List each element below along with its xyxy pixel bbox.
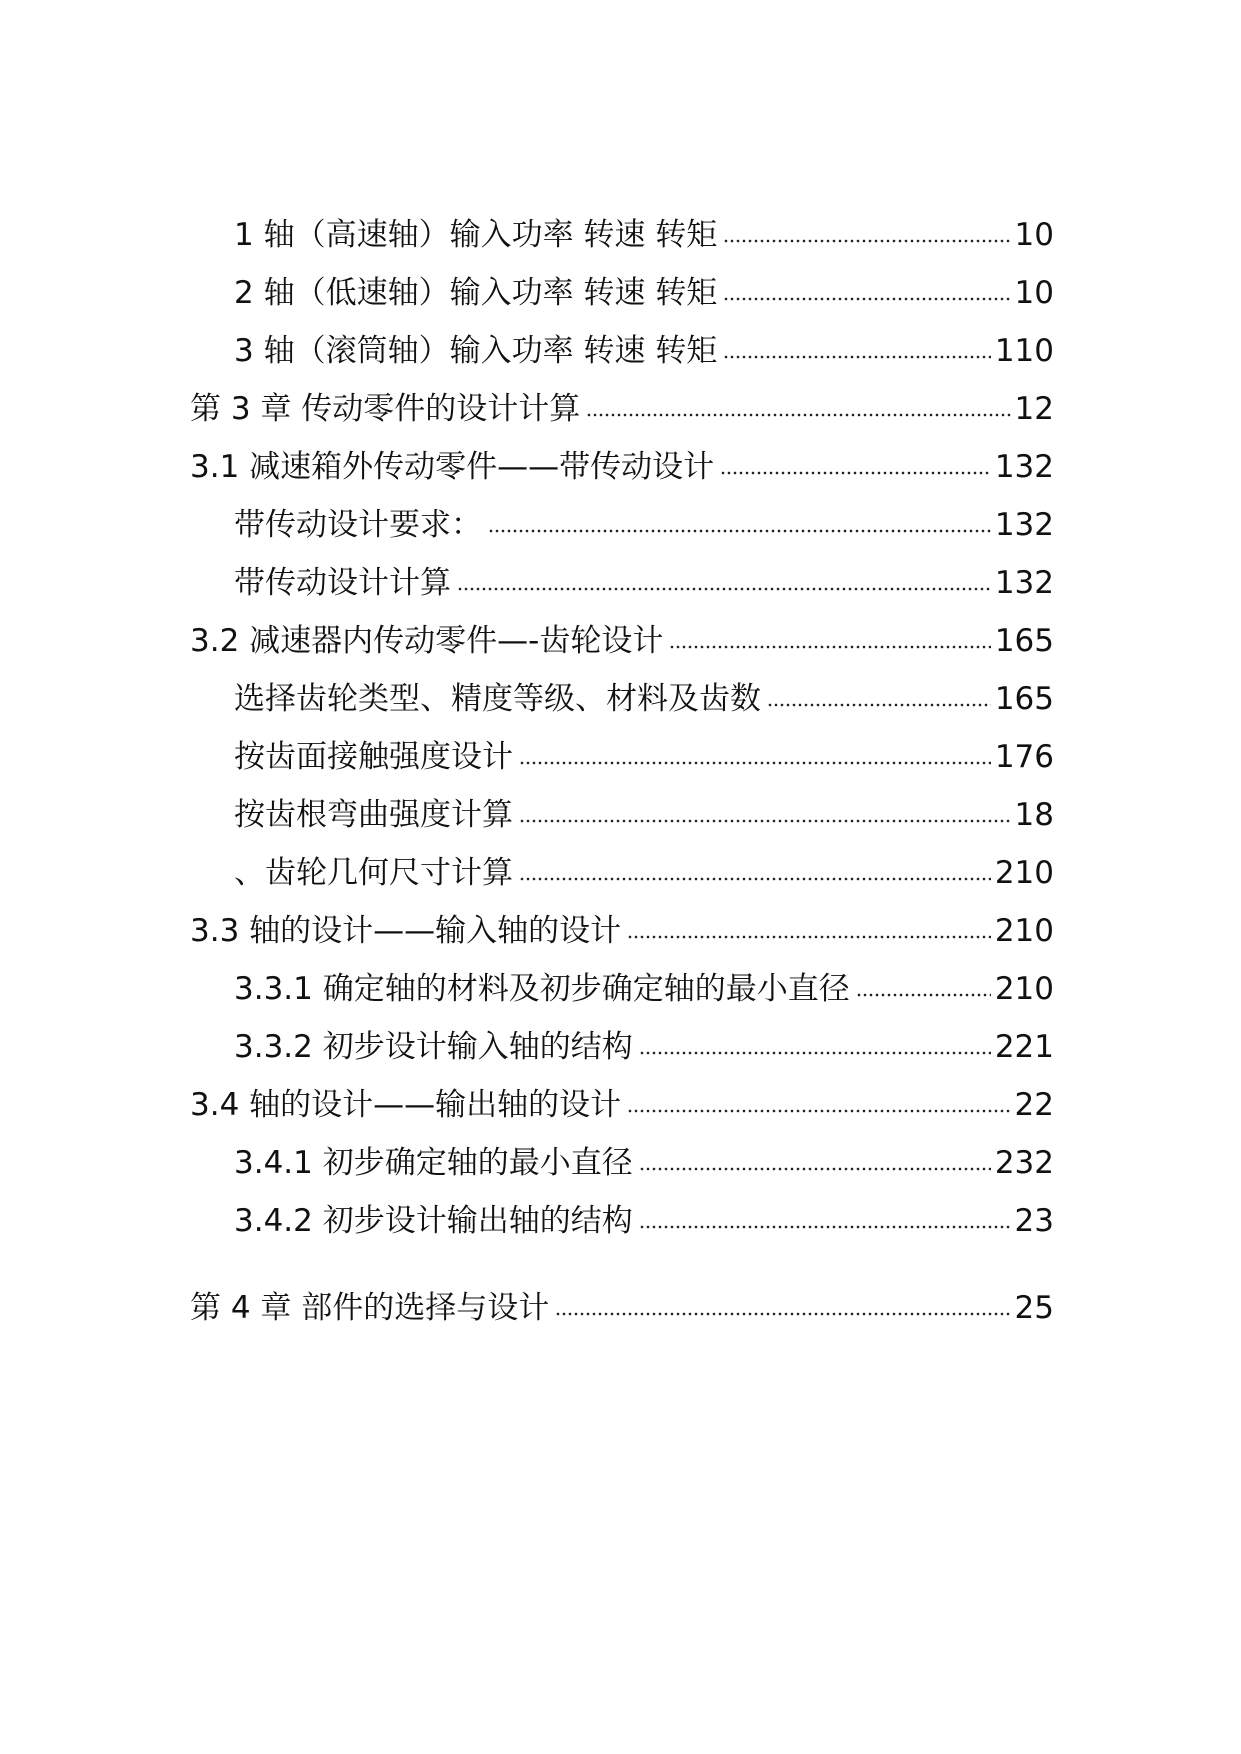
toc-dot-leader <box>627 1106 1010 1116</box>
toc-dot-leader <box>519 874 991 884</box>
toc-dot-leader <box>555 1309 1010 1319</box>
toc-entry-page: 18 <box>1014 797 1054 833</box>
toc-entry[interactable] <box>234 328 1054 374</box>
toc-entry-page: 132 <box>994 565 1054 601</box>
toc-dot-leader <box>767 700 991 710</box>
toc-entry-page: 10 <box>1014 217 1054 253</box>
toc-entry-title: 3.4.2 初步设计输出轴的结构 <box>234 1203 633 1239</box>
toc-entry[interactable] <box>234 1198 1054 1244</box>
toc-dot-leader <box>639 1222 1011 1232</box>
toc-entry[interactable] <box>190 1082 1054 1128</box>
toc-entry-page: 221 <box>994 1029 1054 1065</box>
toc-entry-title: 第 4 章 部件的选择与设计 <box>190 1290 550 1326</box>
toc-dot-leader <box>586 410 1010 420</box>
toc-dot-leader <box>488 526 991 536</box>
toc-dot-leader <box>723 236 1010 246</box>
toc-entry-title: 3.4 轴的设计——输出轴的设计 <box>190 1087 622 1123</box>
toc-dot-leader <box>720 468 991 478</box>
toc-entry-title: 3.4.1 初步确定轴的最小直径 <box>234 1145 633 1181</box>
toc-entry-title: 第 3 章 传动零件的设计计算 <box>190 391 581 427</box>
toc-entry-page: 165 <box>994 681 1054 717</box>
toc-entry-page: 12 <box>1014 391 1054 427</box>
toc-dot-leader <box>627 932 991 942</box>
toc-entry-page: 25 <box>1014 1290 1054 1326</box>
toc-dot-leader <box>856 990 991 1000</box>
toc-entry[interactable] <box>234 850 1054 896</box>
toc-entry-page: 132 <box>994 449 1054 485</box>
toc-dot-leader <box>639 1164 991 1174</box>
toc-entry[interactable] <box>190 1285 1054 1331</box>
toc-entry-title: 3.3.2 初步设计输入轴的结构 <box>234 1029 633 1065</box>
toc-entry[interactable] <box>234 502 1054 548</box>
toc-entry-title: 3.2 减速器内传动零件—-齿轮设计 <box>190 623 664 659</box>
toc-entry-page: 22 <box>1014 1087 1054 1123</box>
toc-entry-title: 按齿面接触强度设计 <box>234 739 513 775</box>
toc-entry[interactable] <box>234 676 1054 722</box>
toc-entry[interactable] <box>190 618 1054 664</box>
toc-entry-page: 176 <box>994 739 1054 775</box>
toc-entry-page: 132 <box>994 507 1054 543</box>
toc-entry-title: 3 轴（滚筒轴）输入功率 转速 转矩 <box>234 333 718 369</box>
toc-entry[interactable] <box>234 212 1054 258</box>
toc-entry-page: 23 <box>1014 1203 1054 1239</box>
toc-entry[interactable] <box>234 966 1054 1012</box>
toc-entry[interactable] <box>190 386 1054 432</box>
toc-entry-title: 2 轴（低速轴）输入功率 转速 转矩 <box>234 275 718 311</box>
toc-entry[interactable] <box>234 1140 1054 1186</box>
toc-entry-title: 、齿轮几何尺寸计算 <box>234 855 513 891</box>
toc-entry[interactable] <box>234 1024 1054 1070</box>
toc-entry[interactable] <box>234 270 1054 316</box>
toc-entry-title: 3.1 减速箱外传动零件——带传动设计 <box>190 449 715 485</box>
toc-entry-title: 1 轴（高速轴）输入功率 转速 转矩 <box>234 217 718 253</box>
toc-entry[interactable] <box>190 444 1054 490</box>
toc-entry-page: 210 <box>994 971 1054 1007</box>
toc-dot-leader <box>669 642 990 652</box>
toc-entry-title: 3.3 轴的设计——输入轴的设计 <box>190 913 622 949</box>
toc-entry-title: 选择齿轮类型、精度等级、材料及齿数 <box>234 681 761 717</box>
toc-entry-title: 带传动设计计算 <box>234 565 451 601</box>
toc-entry-page: 165 <box>994 623 1054 659</box>
toc-entry-page: 232 <box>994 1145 1054 1181</box>
toc-dot-leader <box>723 294 1010 304</box>
toc-entry-page: 10 <box>1014 275 1054 311</box>
toc-dot-leader <box>519 816 1011 826</box>
toc-entry-page: 210 <box>994 855 1054 891</box>
toc-dot-leader <box>519 758 991 768</box>
toc-entry-title: 按齿根弯曲强度计算 <box>234 797 513 833</box>
toc-entry-title: 带传动设计要求： <box>234 507 482 543</box>
toc-dot-leader <box>639 1048 991 1058</box>
toc-entry[interactable] <box>190 908 1054 954</box>
toc-entry-page: 110 <box>994 333 1054 369</box>
toc-dot-leader <box>723 352 991 362</box>
toc-entry[interactable] <box>234 792 1054 838</box>
toc-entry[interactable] <box>234 734 1054 780</box>
toc-entry[interactable] <box>234 560 1054 606</box>
toc-entry-page: 210 <box>994 913 1054 949</box>
toc-entry-title: 3.3.1 确定轴的材料及初步确定轴的最小直径 <box>234 971 850 1007</box>
toc-dot-leader <box>457 584 991 594</box>
